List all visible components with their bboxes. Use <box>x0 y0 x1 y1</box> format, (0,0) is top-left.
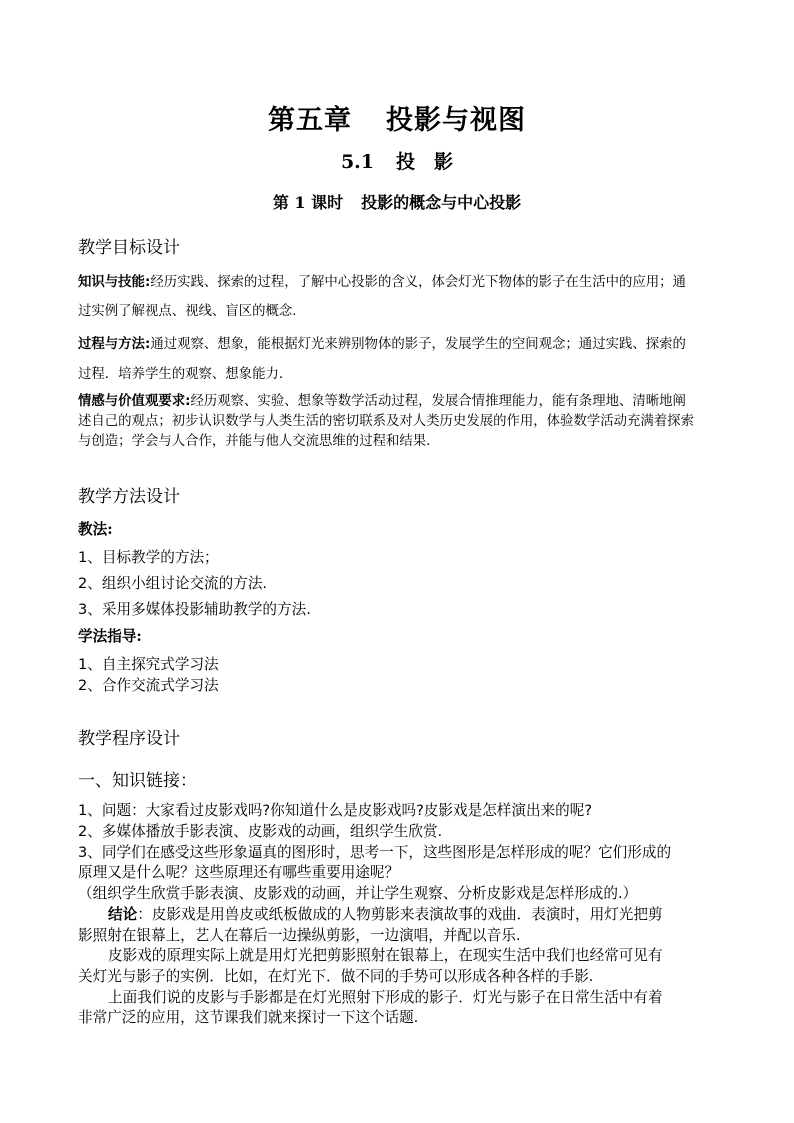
section-number: 5.1 <box>340 151 375 173</box>
teach-item-3: 3、采用多媒体投影辅助教学的方法. <box>78 601 311 618</box>
emotion-line-2: 述自己的观点；初步认识数学与人类生活的密切联系及对人类历史发展的作用，体验数学活动充满着探索 <box>78 414 694 429</box>
procedure-line-1: 1、问题：大家看过皮影戏吗?你知道什么是皮影戏吗?皮影戏是怎样演出来的呢? <box>78 802 593 819</box>
conclusion-label: 结论 <box>108 906 138 923</box>
process-line-2: 过程．培养学生的观察、想象能力． <box>78 367 293 382</box>
learn-item-2: 2、合作交流式学习法 <box>78 677 219 694</box>
paragraph-2-line-1: 皮影戏的原理实际上就是用灯光把剪影照射在银幕上，在现实生活中我们也经常可见有 <box>108 947 663 964</box>
emotion-line-3: 与创造；学会与人合作，并能与他人交流思维的过程和结果． <box>78 434 440 449</box>
process-label: 过程与方法: <box>78 337 151 352</box>
knowledge-line-1: 知识与技能:经历实践、探索的过程，了解中心投影的含义，体会灯光下物体的影子在生活中的应用；通 <box>78 275 686 290</box>
procedure-line-5: （组织学生欣赏手影表演、皮影戏的动画，并让学生观察、分析皮影戏是怎样形成的.） <box>78 885 638 902</box>
conclusion-line-1: 结论：皮影戏是用兽皮或纸板做成的人物剪影来表演故事的戏曲．表演时，用灯光把剪 <box>108 906 663 923</box>
paragraph-2-line-2: 关灯光与影子的实例．比如，在灯光下．做不同的手势可以形成各种各样的手影. <box>78 968 594 985</box>
process-line-1: 过程与方法:通过观察、想象，能根据灯光来辨别物体的影子，发展学生的空间观念；通过实践、探索的 <box>78 337 686 352</box>
lesson-number: 第 1 课时 <box>272 193 344 212</box>
paragraph-3-line-1: 上面我们说的皮影与手影都是在灯光照射下形成的影子．灯光与影子在日常生活中有着 <box>108 989 663 1006</box>
emotion-label: 情感与价值观要求: <box>78 394 191 409</box>
procedure-line-3: 3、同学们在感受这些形象逼真的图形时，思考一下，这些图形是怎样形成的呢？它们形成的 <box>78 844 672 861</box>
procedure-line-2: 2、多媒体播放手影表演、皮影戏的动画，组织学生欣赏. <box>78 823 443 840</box>
lesson-name: 投影的概念与中心投影 <box>361 193 522 212</box>
methods-heading: 教学方法设计 <box>78 487 180 507</box>
knowledge-line-2: 过实例了解视点、视线、盲区的概念. <box>78 304 297 319</box>
chapter-number: 第五章 <box>268 105 352 136</box>
paragraph-3-line-2: 非常广泛的应用，这节课我们就来探讨一下这个话题. <box>78 1009 419 1026</box>
knowledge-link-heading: 一、知识链接： <box>78 771 197 791</box>
conclusion-line-2: 影照射在银幕上，艺人在幕后一边操纵剪影，一边演唱，并配以音乐. <box>78 927 521 944</box>
teach-item-1: 1、目标教学的方法； <box>78 549 219 566</box>
chapter-name: 投影与视图 <box>386 105 526 136</box>
learn-method-label: 学法指导: <box>78 628 142 645</box>
emotion-line-1: 情感与价值观要求:经历观察、实验、想象等数学活动过程，发展合情推理能力，能有条理地、清晰地阐 <box>78 394 686 409</box>
section-name: 投 影 <box>396 151 454 173</box>
teach-item-2: 2、组织小组讨论交流的方法. <box>78 575 268 592</box>
learn-item-1: 1、自主探究式学习法 <box>78 656 219 673</box>
procedure-line-4: 原理又是什么呢？这些原理还有哪些重要用途呢？ <box>78 864 400 881</box>
section-title <box>0 147 794 174</box>
goals-heading: 教学目标设计 <box>78 238 180 258</box>
procedure-heading: 教学程序设计 <box>78 729 180 749</box>
knowledge-label: 知识与技能: <box>78 275 151 290</box>
lesson-title <box>0 190 794 213</box>
teach-method-label: 教法: <box>78 521 113 538</box>
chapter-title <box>0 98 794 137</box>
